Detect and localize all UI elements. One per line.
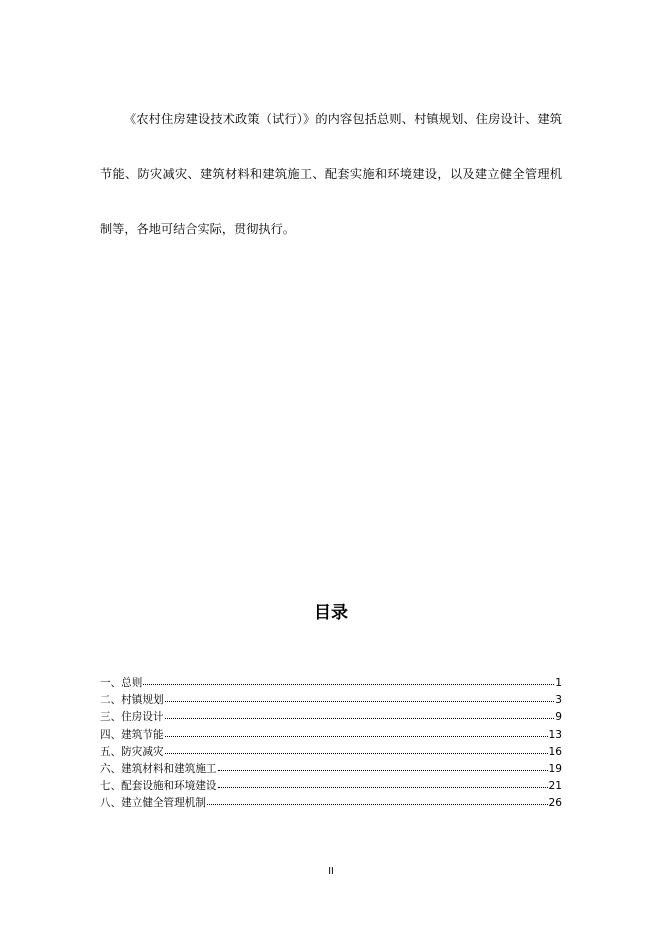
toc-leader-dots — [165, 708, 555, 719]
toc-entry-page: 16 — [548, 745, 562, 758]
toc-leader-dots — [143, 674, 554, 685]
toc-entry-label: 三、住房设计 — [100, 711, 164, 724]
toc-entry-page: 26 — [548, 797, 562, 810]
intro-paragraph: 《农村住房建设技术政策（试行）》的内容包括总则、村镇规划、住房设计、建筑节能、防灾减灾、建筑材料和建筑施工、配套实施和环境建设，以及建立健全管理机制等，各地可结合实际，贯彻执行。 — [100, 112, 562, 236]
toc-leader-dots — [165, 726, 548, 737]
toc-entry[interactable] — [100, 692, 562, 709]
toc-entry-page: 3 — [555, 694, 562, 707]
toc-title: 目录 — [314, 603, 348, 623]
toc-entry-label: 四、建筑节能 — [100, 728, 164, 741]
toc-entry[interactable] — [100, 727, 562, 744]
toc-entry-label: 六、建筑材料和建筑施工 — [100, 762, 217, 775]
toc-entry-page: 21 — [548, 780, 562, 793]
toc-entry[interactable] — [100, 761, 562, 778]
page-number: II — [328, 866, 334, 877]
toc-entry-label: 二、村镇规划 — [100, 694, 164, 707]
toc-entry-label: 五、防灾减灾 — [100, 745, 164, 758]
toc-leader-dots — [165, 743, 548, 754]
toc-leader-dots — [207, 794, 548, 805]
toc-entry[interactable] — [100, 675, 562, 692]
toc-entry-label: 一、总则 — [100, 677, 143, 689]
toc-leader-dots — [218, 777, 548, 788]
toc-entry[interactable] — [100, 709, 562, 726]
toc-entry-page: 9 — [555, 711, 562, 724]
toc-entry-page: 19 — [548, 762, 562, 775]
table-of-contents — [100, 675, 562, 813]
toc-entry[interactable] — [100, 744, 562, 761]
toc-leader-dots — [165, 691, 555, 702]
toc-leader-dots — [218, 760, 548, 771]
toc-entry[interactable] — [100, 778, 562, 795]
toc-entry-label: 七、配套设施和环境建设 — [100, 780, 217, 793]
toc-entry[interactable] — [100, 795, 562, 812]
toc-entry-label: 八、建立健全管理机制 — [100, 797, 206, 810]
toc-entry-page: 1 — [555, 677, 562, 689]
toc-entry-page: 13 — [548, 728, 562, 741]
